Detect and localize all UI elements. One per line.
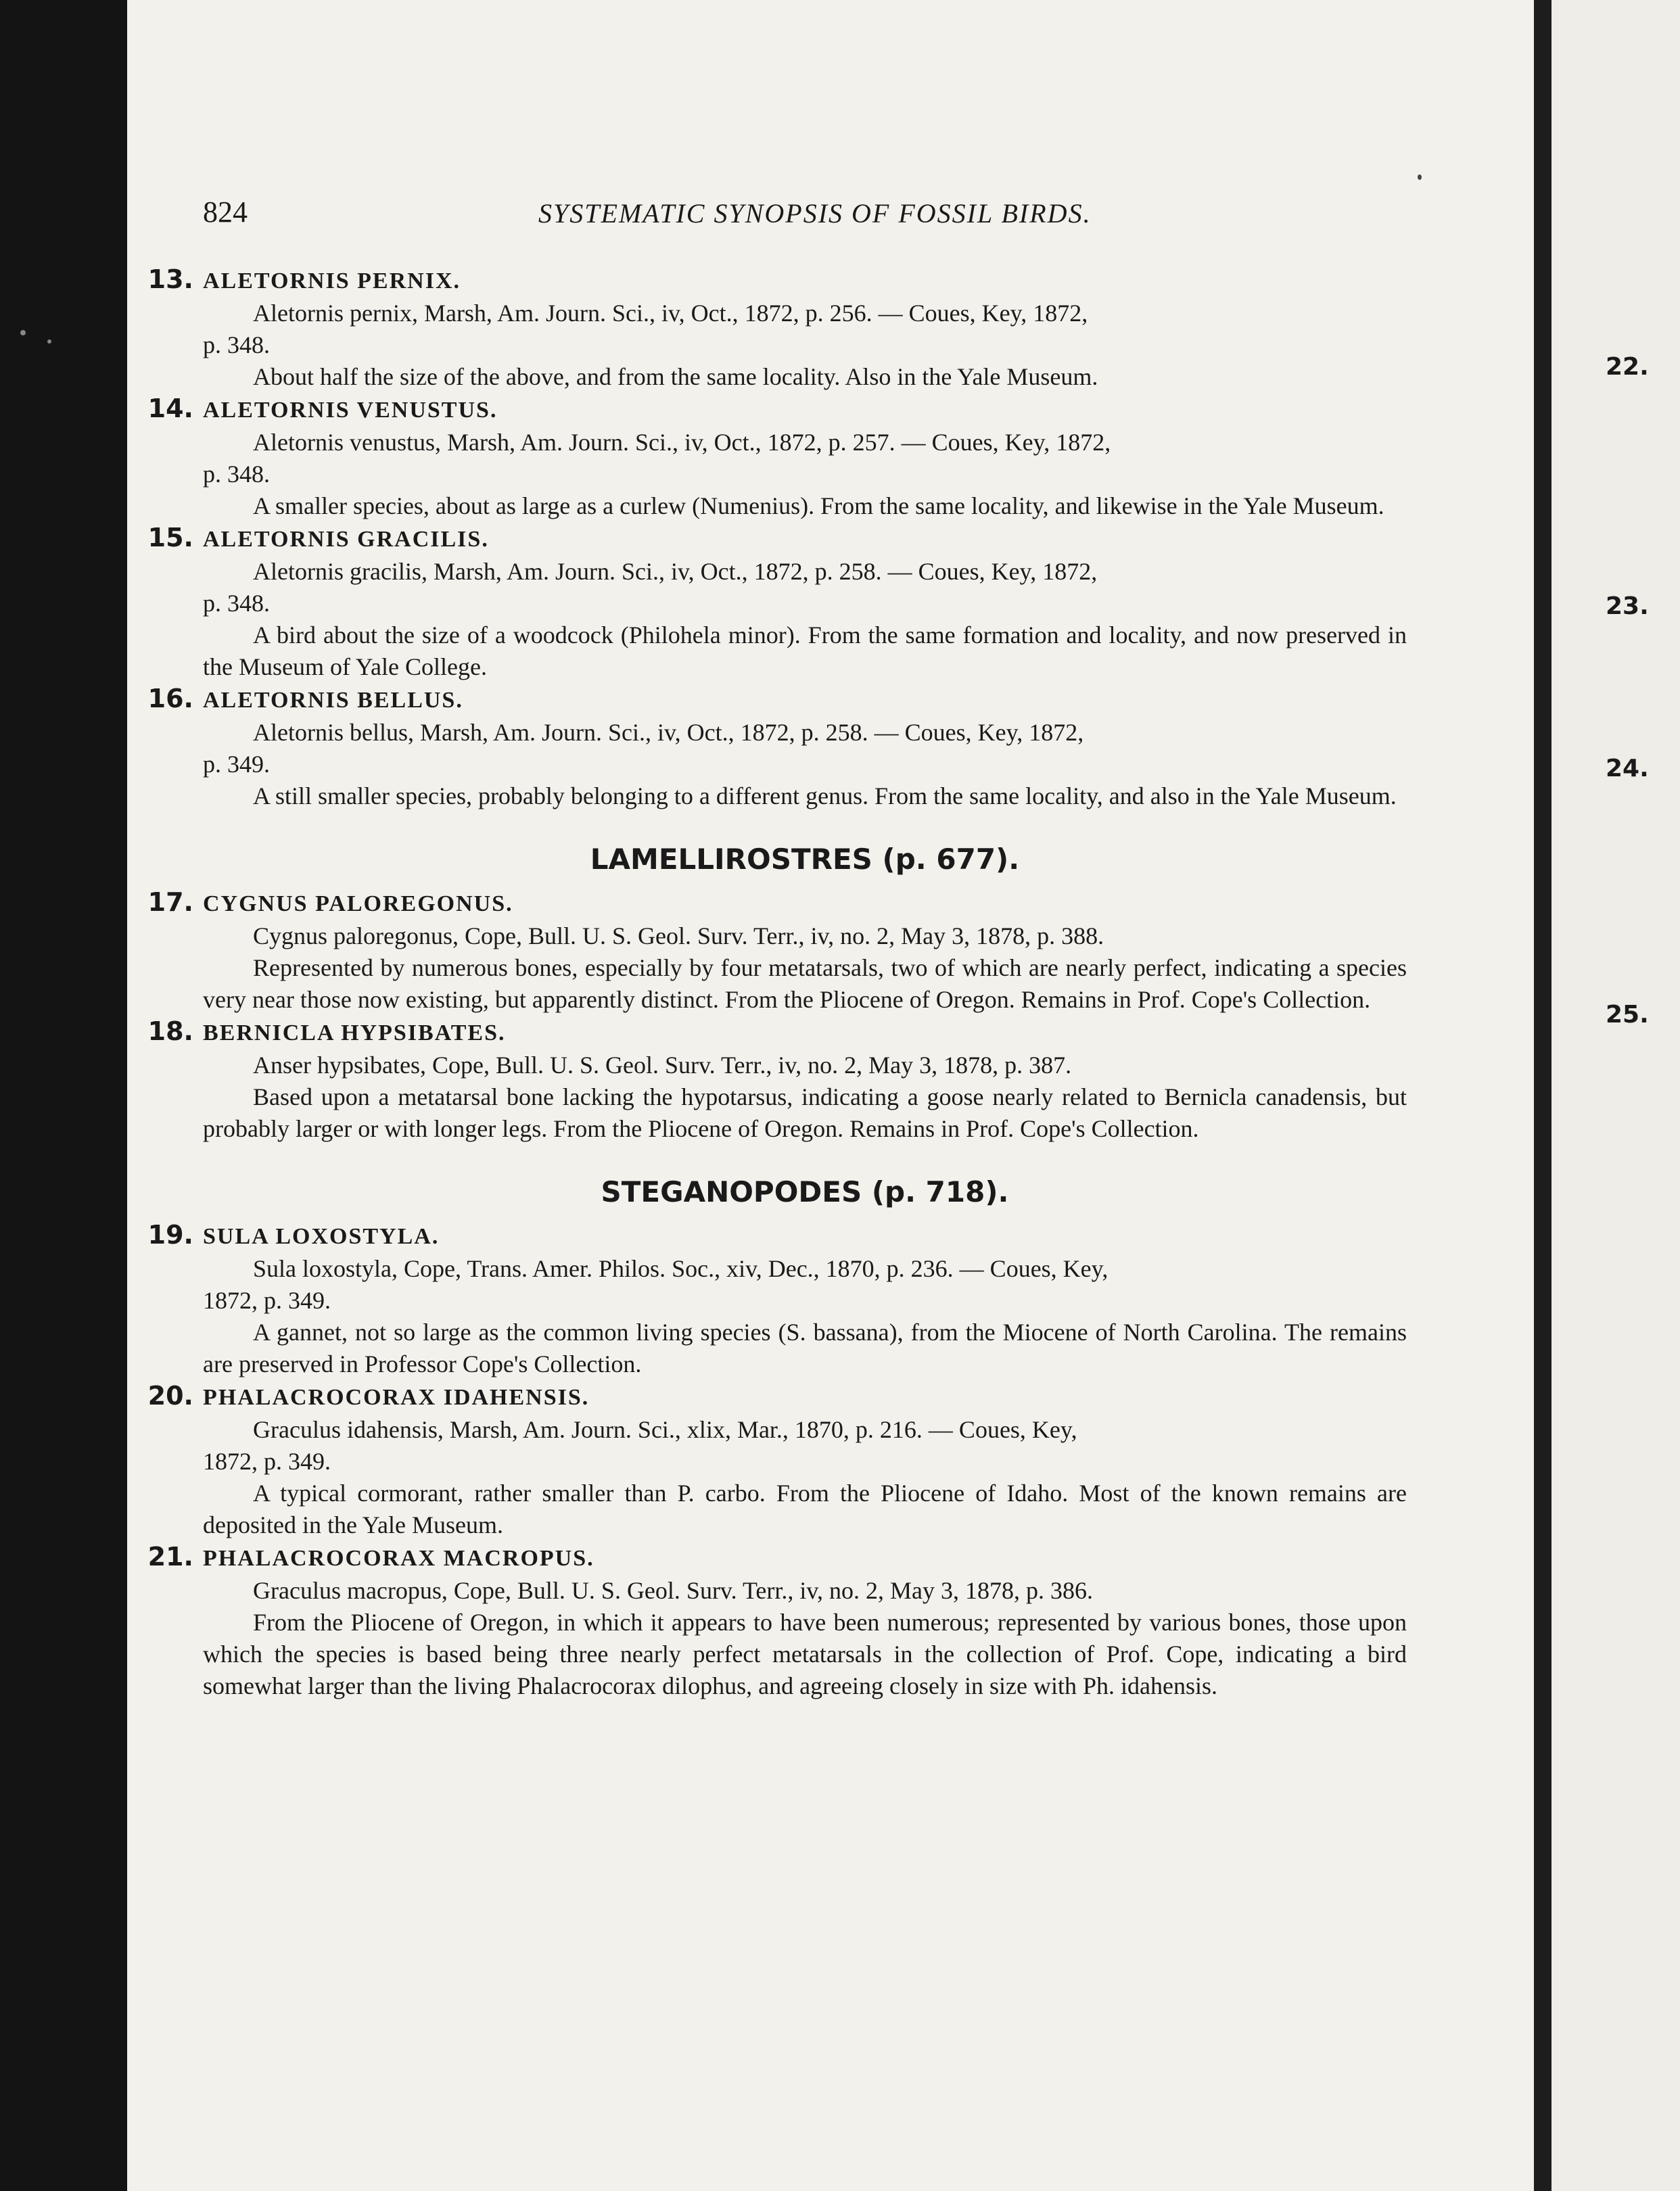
species-description: Based upon a metatarsal bone lacking the hypotarsus, indicating a goose nearly related to Bernicla canadensis, but probably larger or with longer legs. From the Pliocene of Oregon. Remains in Prof. Cope's Collection. xyxy=(203,1083,1407,1142)
facing-page-edge xyxy=(1551,0,1680,2191)
scan-speck xyxy=(1418,174,1422,180)
species-entry xyxy=(147,264,1407,393)
citation-continued: p. 348. xyxy=(203,461,270,488)
species-description: Represented by numerous bones, especially by four metatarsals, two of which are nearly perfect, indicating a species very near those now existing, but apparently distinct. From the Pliocene of Oregon. Remains in Prof. Cope's Collection. xyxy=(203,954,1407,1013)
species-entry xyxy=(147,683,1407,812)
entry-heading xyxy=(147,1016,1407,1050)
facing-entry-number: 22. xyxy=(1606,353,1649,381)
species-entry xyxy=(147,887,1407,1016)
entry-heading xyxy=(147,393,1407,427)
species-name: SULA LOXOSTYLA. xyxy=(203,1224,440,1249)
species-description: A smaller species, about as large as a curlew (Numenius). From the same locality, and likewise in the Yale Museum. xyxy=(253,492,1384,519)
species-name: ALETORNIS PERNIX. xyxy=(203,268,461,293)
citation: Aletornis gracilis, Marsh, Am. Journ. Sci., iv, Oct., 1872, p. 258. — Coues, Key, 1872, xyxy=(253,558,1098,585)
running-head xyxy=(203,195,1217,235)
entry-number: 15. xyxy=(147,523,193,552)
species-name: ALETORNIS BELLUS. xyxy=(203,688,463,713)
entry-number: 17. xyxy=(147,887,193,917)
species-description: A bird about the size of a woodcock (Philohela minor). From the same formation and locality, and now preserved in the Museum of Yale College. xyxy=(203,621,1407,680)
species-entry xyxy=(147,1380,1407,1541)
species-name: PHALACROCORAX MACROPUS. xyxy=(203,1546,594,1571)
entry-heading xyxy=(147,264,1407,298)
entry-heading xyxy=(147,887,1407,920)
species-name: CYGNUS PALOREGONUS. xyxy=(203,891,513,916)
running-title: SYSTEMATIC SYNOPSIS OF FOSSIL BIRDS. xyxy=(538,198,1092,229)
book-gutter xyxy=(1534,0,1551,2191)
species-description: A typical cormorant, rather smaller than P. carbo. From the Pliocene of Idaho. Most of the known remains are deposited in the Yale Museum. xyxy=(203,1480,1407,1538)
scan-speck xyxy=(47,339,51,344)
entry-number: 14. xyxy=(147,394,193,423)
citation-continued: p. 349. xyxy=(203,751,270,778)
citation-continued: p. 348. xyxy=(203,331,270,358)
species-description: About half the size of the above, and from the same locality. Also in the Yale Museum. xyxy=(253,363,1098,390)
section-heading-steganopodes: STEGANOPODES (p. 718). xyxy=(601,1175,1009,1208)
facing-entry-number: 23. xyxy=(1606,592,1649,620)
page-number: 824 xyxy=(203,195,248,229)
citation-continued: 1872, p. 349. xyxy=(203,1287,331,1314)
citation-continued: p. 348. xyxy=(203,590,270,617)
citation: Aletornis venustus, Marsh, Am. Journ. Sci., iv, Oct., 1872, p. 257. — Coues, Key, 1872, xyxy=(253,429,1111,456)
entry-number: 18. xyxy=(147,1016,193,1046)
citation: Aletornis pernix, Marsh, Am. Journ. Sci., iv, Oct., 1872, p. 256. — Coues, Key, 1872, xyxy=(253,300,1088,327)
facing-entry-number: 24. xyxy=(1606,755,1649,782)
citation-continued: 1872, p. 349. xyxy=(203,1448,331,1475)
species-name: BERNICLA HYPSIBATES. xyxy=(203,1020,506,1045)
species-entry xyxy=(147,1016,1407,1145)
species-description: A still smaller species, probably belonging to a different genus. From the same locality, and also in the Yale Museum. xyxy=(253,782,1397,809)
facing-entry-number: 25. xyxy=(1606,1001,1649,1029)
entry-number: 21. xyxy=(147,1542,193,1572)
species-name: ALETORNIS GRACILIS. xyxy=(203,527,489,552)
species-name: ALETORNIS VENUSTUS. xyxy=(203,398,498,423)
citation: Aletornis bellus, Marsh, Am. Journ. Sci., iv, Oct., 1872, p. 258. — Coues, Key, 1872, xyxy=(253,719,1084,746)
entry-number: 19. xyxy=(147,1220,193,1250)
page-body xyxy=(147,264,1407,1702)
species-name: PHALACROCORAX IDAHENSIS. xyxy=(203,1385,590,1410)
species-entry xyxy=(147,393,1407,522)
citation: Graculus macropus, Cope, Bull. U. S. Geol. Surv. Terr., iv, no. 2, May 3, 1878, p. 386. xyxy=(253,1577,1094,1604)
citation: Cygnus paloregonus, Cope, Bull. U. S. Geol. Surv. Terr., iv, no. 2, May 3, 1878, p. 388. xyxy=(253,922,1104,949)
species-entry xyxy=(147,1219,1407,1380)
species-description: From the Pliocene of Oregon, in which it appears to have been numerous; represented by various bones, those upon which the species is based being three nearly perfect metatarsals in the collection of Prof. Cope, indicating a bird somewhat larger than the living Phalacrocorax dilophus, and agreeing closely in size with Ph. idahensis. xyxy=(203,1609,1407,1699)
species-entry xyxy=(147,1541,1407,1702)
species-description: A gannet, not so large as the common living species (S. bassana), from the Miocene of North Carolina. The remains are preserved in Professor Cope's Collection. xyxy=(203,1319,1407,1377)
entry-heading xyxy=(147,522,1407,556)
section-heading-lamellirostres: LAMELLIROSTRES (p. 677). xyxy=(590,843,1020,876)
entry-heading xyxy=(147,1380,1407,1414)
species-entry xyxy=(147,522,1407,683)
citation: Sula loxostyla, Cope, Trans. Amer. Philos. Soc., xiv, Dec., 1870, p. 236. — Coues, Key, xyxy=(253,1255,1109,1282)
entry-number: 13. xyxy=(147,264,193,294)
entry-heading xyxy=(147,683,1407,717)
entry-heading xyxy=(147,1219,1407,1253)
entry-number: 20. xyxy=(147,1381,193,1411)
scan-speck xyxy=(20,330,26,335)
citation: Graculus idahensis, Marsh, Am. Journ. Sci., xlix, Mar., 1870, p. 216. — Coues, Key, xyxy=(253,1416,1077,1443)
entry-heading xyxy=(147,1541,1407,1575)
citation: Anser hypsibates, Cope, Bull. U. S. Geol. Surv. Terr., iv, no. 2, May 3, 1878, p. 387. xyxy=(253,1052,1072,1079)
entry-number: 16. xyxy=(147,684,193,713)
